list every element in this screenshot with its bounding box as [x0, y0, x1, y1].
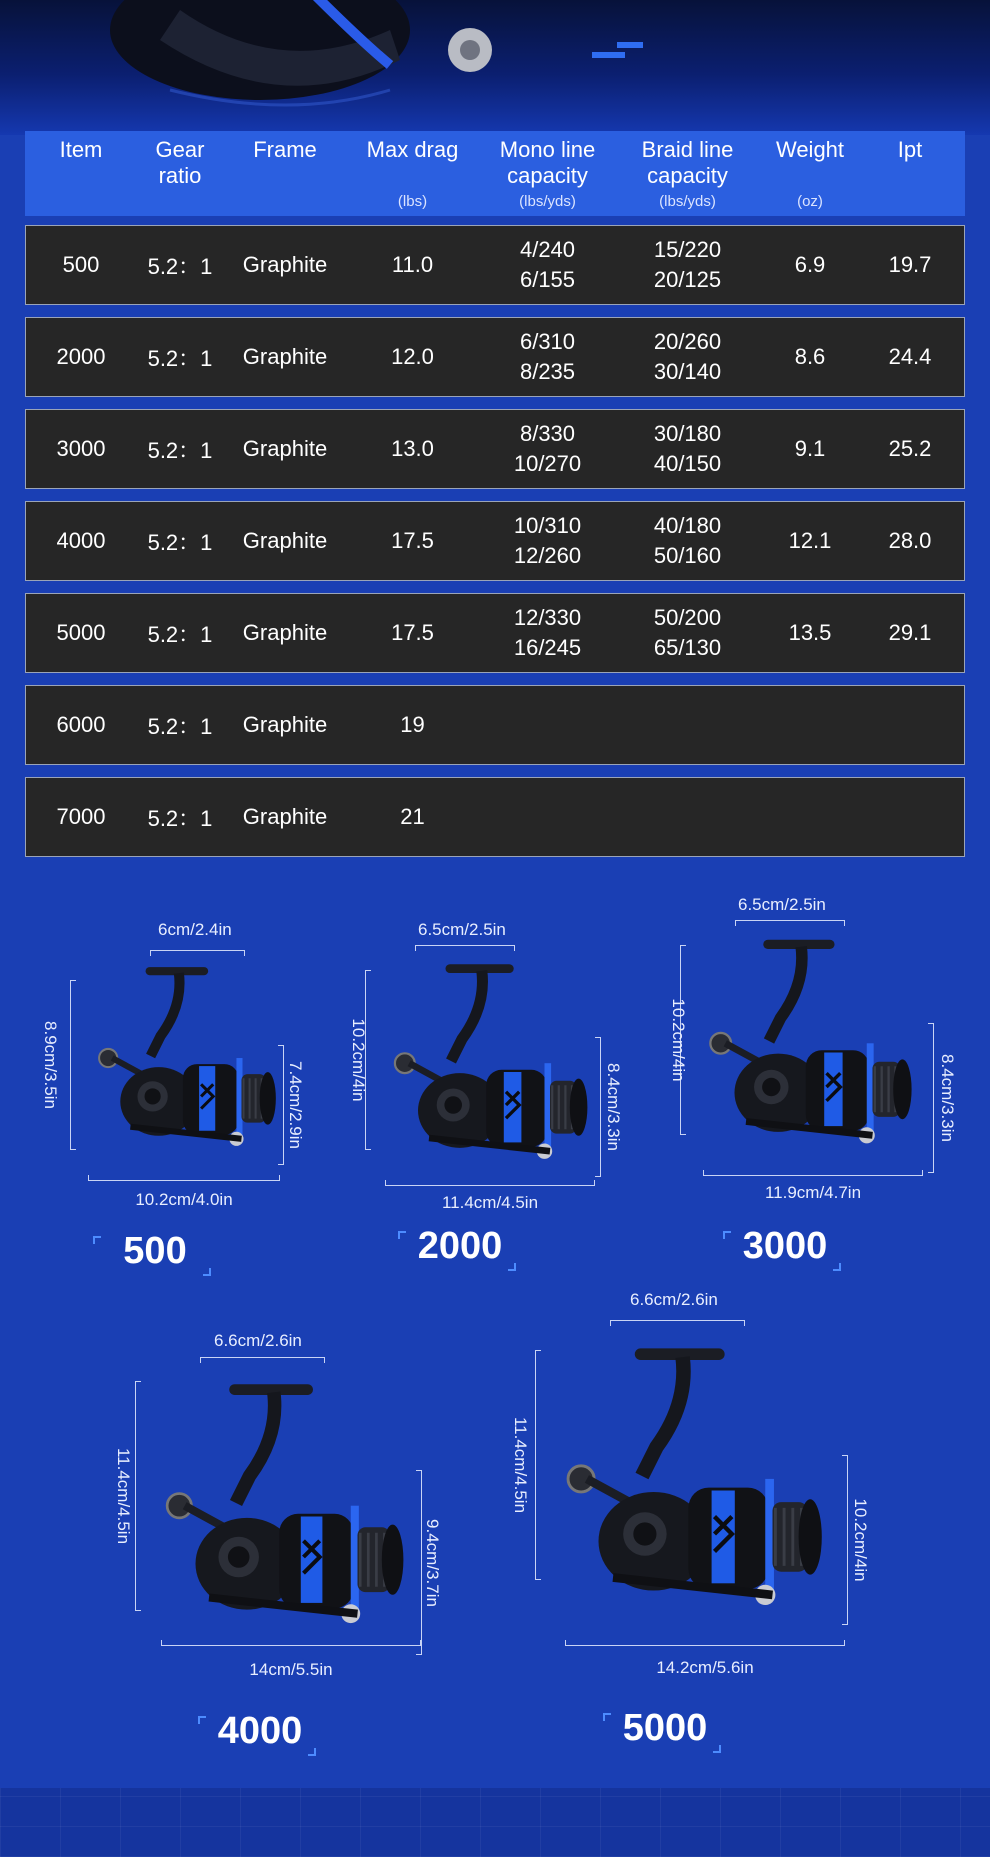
cell-value: 6.9 [794, 252, 826, 277]
cell-value: 10/270 [513, 451, 582, 476]
table-cell [485, 778, 610, 856]
table-cell [485, 502, 610, 580]
handle-width-label: 6.6cm/2.6in [630, 1290, 718, 1309]
handle-width-label: 6cm/2.4in [158, 920, 232, 939]
table-cell [625, 318, 750, 396]
reel-image [385, 951, 605, 1171]
table-cell [485, 686, 610, 764]
cell-value: 30/180 [653, 421, 722, 446]
height-label: 11.4cm/4.5in [114, 1447, 133, 1545]
reel-size-label: 5000 [622, 1707, 708, 1749]
table-cell [625, 410, 750, 488]
table-cell [355, 686, 470, 764]
table-cell [765, 778, 855, 856]
bracket-icon [833, 1263, 841, 1271]
cell-value: 6/310 [519, 329, 576, 354]
cell-value: 12/260 [513, 543, 582, 568]
table-cell [485, 594, 610, 672]
cell-value: 500 [62, 252, 100, 277]
col-unit: (oz) [797, 193, 823, 210]
body-height-label: 9.4cm/3.7in [423, 1518, 442, 1607]
handle-width-label: 6.5cm/2.5in [418, 920, 506, 939]
reel-top-image [60, 0, 500, 135]
table-cell [870, 410, 950, 488]
cell-value: 5.2：1 [147, 621, 213, 647]
table-cell [230, 502, 340, 580]
col-label: Mono line capacity [499, 137, 596, 188]
reel-image [155, 1363, 425, 1643]
cell-value: 3000 [56, 436, 106, 461]
table-cell [765, 226, 855, 304]
table-cell [140, 226, 220, 304]
cell-value: 5.2：1 [147, 529, 213, 555]
cell-value: 8/330 [519, 421, 576, 446]
table-row [25, 685, 965, 765]
height-label: 8.9cm/3.5in [41, 1021, 60, 1109]
table-cell [765, 594, 855, 672]
cell-value: 13.0 [391, 436, 434, 461]
spec-table-header [25, 131, 965, 216]
table-row [25, 777, 965, 857]
cell-value: Graphite [242, 528, 328, 553]
cell-value: 29.1 [888, 620, 932, 645]
table-cell [355, 410, 470, 488]
table-cell [45, 502, 117, 580]
bracket-icon [713, 1745, 721, 1753]
cell-value: 25.2 [888, 436, 932, 461]
table-cell [230, 686, 340, 764]
cell-value: 19.7 [888, 252, 932, 277]
length-guide [703, 1170, 923, 1176]
col-braid-capacity [625, 137, 750, 215]
table-cell [355, 778, 470, 856]
cell-value: 6000 [56, 712, 106, 737]
table-row [25, 593, 965, 673]
table-cell [625, 502, 750, 580]
bracket-icon [508, 1263, 516, 1271]
cell-value: 5000 [56, 620, 106, 645]
table-cell [485, 410, 610, 488]
table-cell [485, 318, 610, 396]
cell-value: 8/235 [519, 359, 576, 384]
table-row [25, 225, 965, 305]
col-max-drag [355, 137, 470, 215]
col-label: Max drag [366, 137, 459, 162]
col-gear-ratio [140, 137, 220, 189]
cell-value: 11.0 [391, 252, 434, 277]
table-cell [870, 778, 950, 856]
body-height-label: 8.4cm/3.3in [604, 1063, 623, 1151]
cell-value: Graphite [242, 620, 328, 645]
table-cell [355, 502, 470, 580]
cell-value: 5.2：1 [147, 345, 213, 371]
table-cell [870, 686, 950, 764]
table-cell [45, 686, 117, 764]
cell-value: 50/200 [653, 605, 722, 630]
reel-picture [700, 926, 960, 1176]
reel-image [555, 1326, 845, 1626]
cell-value: 13.5 [788, 620, 832, 645]
table-cell [45, 594, 117, 672]
height-label: 10.2cm/4in [349, 1018, 368, 1102]
table-cell [765, 318, 855, 396]
cell-value: 6/155 [519, 267, 576, 292]
col-unit: (lbs/yds) [519, 193, 576, 210]
cell-value: 5.2：1 [147, 713, 213, 739]
cell-value: 21 [400, 804, 425, 829]
length-label: 10.2cm/4.0in [135, 1190, 233, 1209]
cell-value: 7000 [56, 804, 106, 829]
table-cell [140, 686, 220, 764]
table-row [25, 409, 965, 489]
table-cell [870, 594, 950, 672]
col-ipt [870, 137, 950, 163]
height-guide [535, 1350, 541, 1580]
table-cell [140, 410, 220, 488]
cell-value: 19 [400, 712, 425, 737]
handle-width-guide [200, 1357, 325, 1363]
cell-value: 65/130 [653, 635, 722, 660]
footer-band [0, 1788, 990, 1857]
cell-value: 4000 [56, 528, 106, 553]
cell-value: 30/140 [653, 359, 722, 384]
cell-value: 5.2：1 [147, 805, 213, 831]
table-cell [140, 318, 220, 396]
table-cell [625, 686, 750, 764]
cell-value: Graphite [242, 804, 328, 829]
table-cell [355, 594, 470, 672]
table-cell [625, 778, 750, 856]
col-label: Weight [775, 137, 845, 162]
table-cell [355, 226, 470, 304]
bracket-icon [308, 1748, 316, 1756]
bracket-icon [198, 1716, 206, 1724]
table-cell [140, 502, 220, 580]
handle-width-label: 6.6cm/2.6in [214, 1331, 302, 1350]
cell-value: 40/150 [653, 451, 722, 476]
length-guide [385, 1180, 595, 1186]
handle-width-label: 6.5cm/2.5in [738, 895, 826, 914]
table-cell [625, 226, 750, 304]
length-guide [88, 1175, 280, 1181]
reel-image [90, 956, 292, 1156]
reel-picture [155, 1363, 455, 1663]
cell-value: Graphite [242, 712, 328, 737]
cell-value: 40/180 [653, 513, 722, 538]
bracket-icon [93, 1236, 101, 1244]
reel-size-label: 500 [123, 1230, 187, 1272]
table-cell [230, 594, 340, 672]
table-cell [870, 226, 950, 304]
col-label: Frame [253, 137, 317, 162]
cell-value: 12.1 [788, 528, 832, 553]
col-label: Ipt [897, 137, 923, 162]
table-cell [765, 686, 855, 764]
table-cell [765, 502, 855, 580]
height-label: 11.4cm/4.5in [511, 1416, 530, 1514]
table-row [25, 501, 965, 581]
cell-value: 4/240 [519, 237, 576, 262]
cell-value: 5.2：1 [147, 253, 213, 279]
height-guide [70, 980, 76, 1150]
col-frame [230, 137, 340, 163]
table-cell [140, 594, 220, 672]
body-height-guide [595, 1037, 601, 1177]
cell-value: 12/330 [513, 605, 582, 630]
cell-value: 17.5 [391, 620, 434, 645]
cell-value: 2000 [56, 344, 106, 369]
bracket-icon [203, 1268, 211, 1276]
col-mono-capacity [485, 137, 610, 215]
cell-value: 24.4 [888, 344, 932, 369]
body-height-label: 8.4cm/3.3in [938, 1054, 957, 1142]
table-cell [45, 318, 117, 396]
table-cell [230, 318, 340, 396]
reel-size-label: 3000 [742, 1225, 828, 1267]
col-weight [765, 137, 855, 215]
table-cell [230, 778, 340, 856]
length-label: 14.2cm/5.6in [656, 1658, 754, 1677]
cell-value: 50/160 [653, 543, 722, 568]
cell-value: 15/220 [653, 237, 722, 262]
handle-width-guide [415, 945, 515, 951]
cell-value: 10/310 [513, 513, 582, 538]
table-cell [765, 410, 855, 488]
length-label: 14cm/5.5in [249, 1660, 333, 1679]
cell-value: Graphite [242, 436, 328, 461]
bracket-icon [603, 1713, 611, 1721]
table-cell [870, 502, 950, 580]
cell-value: 20/125 [653, 267, 722, 292]
table-cell [625, 594, 750, 672]
reel-size-label: 2000 [417, 1225, 503, 1267]
col-item [45, 137, 117, 163]
hero-banner [0, 0, 990, 135]
cell-value: 28.0 [888, 528, 932, 553]
cell-value: 8.6 [794, 344, 826, 369]
cell-value: Graphite [242, 344, 328, 369]
table-cell [45, 410, 117, 488]
table-cell [140, 778, 220, 856]
col-unit: (lbs) [397, 193, 428, 210]
body-height-label: 10.2cm/4in [851, 1498, 870, 1582]
table-cell [45, 226, 117, 304]
handle-width-guide [610, 1320, 745, 1326]
cell-value: 5.2：1 [147, 437, 213, 463]
table-cell [230, 410, 340, 488]
length-label: 11.4cm/4.5in [441, 1193, 539, 1212]
cell-value: 16/245 [513, 635, 582, 660]
reel-image [700, 926, 930, 1156]
length-guide [565, 1640, 845, 1646]
table-cell [355, 318, 470, 396]
reel-picture [555, 1326, 875, 1646]
bracket-icon [723, 1231, 731, 1239]
handle-width-guide [150, 950, 245, 956]
table-cell [870, 318, 950, 396]
col-label: Item [59, 137, 103, 162]
col-unit: (lbs/yds) [659, 193, 716, 210]
table-cell [45, 778, 117, 856]
bracket-icon [398, 1231, 406, 1239]
body-height-guide [278, 1045, 284, 1165]
cell-value: 12.0 [391, 344, 434, 369]
cell-value: 9.1 [794, 436, 826, 461]
reel-size-label: 4000 [217, 1710, 303, 1752]
body-height-guide [928, 1023, 934, 1173]
height-label: 10.2cm/4in [669, 998, 688, 1082]
col-label: Gear ratio [155, 137, 205, 188]
cell-value: 17.5 [391, 528, 434, 553]
col-label: Braid line capacity [641, 137, 734, 188]
table-row [25, 317, 965, 397]
length-label: 11.9cm/4.7in [764, 1183, 862, 1202]
height-guide [135, 1381, 141, 1611]
body-height-label: 7.4cm/2.9in [286, 1061, 305, 1149]
body-height-guide [842, 1455, 848, 1625]
cell-value: 20/260 [653, 329, 722, 354]
handle-width-guide [735, 920, 845, 926]
length-guide [161, 1640, 421, 1646]
table-cell [485, 226, 610, 304]
table-cell [230, 226, 340, 304]
cell-value: Graphite [242, 252, 328, 277]
